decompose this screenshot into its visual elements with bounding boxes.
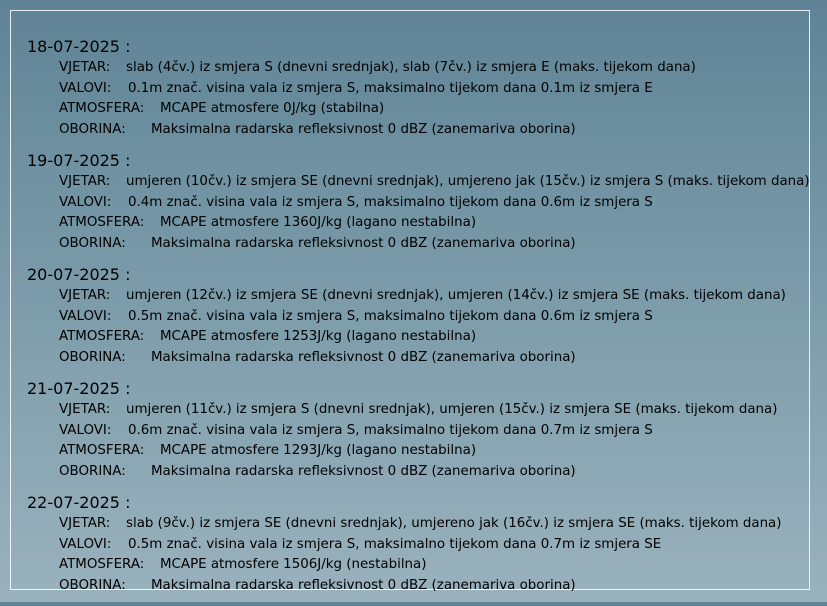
atmosphere-value: MCAPE atmosfere 0J/kg (stabilna) — [160, 101, 385, 116]
precipitation-row — [59, 462, 817, 483]
precipitation-row — [59, 576, 817, 597]
waves-value: 0.4m znač. visina vala iz smjera S, maksimalno tijekom dana 0.6m iz smjera S — [128, 194, 653, 210]
precipitation-value: Maksimalna radarska refleksivnost 0 dBZ (zanemariva oborina) — [151, 463, 576, 479]
forecast-date: 22-07-2025 : — [27, 493, 131, 512]
wind-label: VJETAR: — [59, 60, 111, 75]
wind-row — [59, 172, 817, 193]
precipitation-value: Maksimalna radarska refleksivnost 0 dBZ (zanemariva oborina) — [151, 349, 576, 365]
forecast-day — [27, 492, 817, 596]
wind-label: VJETAR: — [59, 516, 111, 531]
waves-value: 0.6m znač. visina vala iz smjera S, maksimalno tijekom dana 0.7m iz smjera S — [128, 422, 653, 438]
wind-label: VJETAR: — [59, 174, 111, 189]
atmosphere-value: MCAPE atmosfere 1506J/kg (nestabilna) — [160, 557, 427, 572]
atmosphere-label: ATMOSFERA: — [59, 443, 145, 458]
waves-row — [59, 193, 817, 214]
precipitation-label: OBORINA: — [59, 235, 126, 251]
forecast-day — [27, 378, 817, 482]
atmosphere-label: ATMOSFERA: — [59, 101, 145, 116]
atmosphere-value: MCAPE atmosfere 1253J/kg (lagano nestabilna) — [160, 329, 477, 344]
wind-label: VJETAR: — [59, 402, 111, 417]
atmosphere-row — [59, 327, 817, 348]
precipitation-label: OBORINA: — [59, 121, 126, 137]
forecast-date: 21-07-2025 : — [27, 379, 131, 398]
atmosphere-label: ATMOSFERA: — [59, 329, 145, 344]
precipitation-label: OBORINA: — [59, 577, 126, 593]
atmosphere-row — [59, 99, 817, 120]
precipitation-row — [59, 234, 817, 255]
waves-row — [59, 79, 817, 100]
precipitation-row — [59, 348, 817, 369]
atmosphere-value: MCAPE atmosfere 1360J/kg (lagano nestabilna) — [160, 215, 477, 230]
wind-label: VJETAR: — [59, 288, 111, 303]
waves-row — [59, 421, 817, 442]
precipitation-value: Maksimalna radarska refleksivnost 0 dBZ (zanemariva oborina) — [151, 121, 576, 137]
atmosphere-row — [59, 555, 817, 576]
forecast-day — [27, 264, 817, 368]
forecast-day — [27, 150, 817, 254]
wind-row — [59, 58, 817, 79]
atmosphere-label: ATMOSFERA: — [59, 215, 145, 230]
wind-value: umjeren (11čv.) iz smjera S (dnevni srednjak), umjeren (15čv.) iz smjera SE (maks. tijekom dana) — [126, 402, 778, 417]
wind-row — [59, 400, 817, 421]
waves-label: VALOVI: — [59, 422, 112, 438]
precipitation-label: OBORINA: — [59, 463, 126, 479]
wind-value: slab (9čv.) iz smjera SE (dnevni srednjak), umjereno jak (16čv.) iz smjera SE (maks. tijekom dana) — [126, 516, 782, 531]
forecast-date: 20-07-2025 : — [27, 265, 131, 284]
waves-label: VALOVI: — [59, 80, 112, 96]
wind-row — [59, 514, 817, 535]
atmosphere-row — [59, 441, 817, 462]
wind-value: umjeren (12čv.) iz smjera SE (dnevni srednjak), umjeren (14čv.) iz smjera SE (maks. tijekom dana) — [126, 288, 786, 303]
atmosphere-row — [59, 213, 817, 234]
waves-row — [59, 535, 817, 556]
forecast-day — [27, 36, 817, 140]
precipitation-value: Maksimalna radarska refleksivnost 0 dBZ (zanemariva oborina) — [151, 235, 576, 251]
waves-label: VALOVI: — [59, 194, 112, 210]
forecast-date: 18-07-2025 : — [27, 37, 131, 56]
precipitation-row — [59, 120, 817, 141]
forecast-list — [27, 36, 817, 606]
precipitation-label: OBORINA: — [59, 349, 126, 365]
wind-row — [59, 286, 817, 307]
waves-label: VALOVI: — [59, 308, 112, 324]
waves-value: 0.5m znač. visina vala iz smjera S, maksimalno tijekom dana 0.7m iz smjera SE — [128, 536, 662, 552]
waves-row — [59, 307, 817, 328]
atmosphere-value: MCAPE atmosfere 1293J/kg (lagano nestabilna) — [160, 443, 477, 458]
atmosphere-label: ATMOSFERA: — [59, 557, 145, 572]
precipitation-value: Maksimalna radarska refleksivnost 0 dBZ (zanemariva oborina) — [151, 577, 576, 593]
wind-value: umjeren (10čv.) iz smjera SE (dnevni srednjak), umjereno jak (15čv.) iz smjera S (maks. tijekom dana) — [126, 174, 810, 189]
waves-label: VALOVI: — [59, 536, 112, 552]
wind-value: slab (4čv.) iz smjera S (dnevni srednjak), slab (7čv.) iz smjera E (maks. tijekom dana) — [126, 60, 696, 75]
forecast-date: 19-07-2025 : — [27, 151, 131, 170]
waves-value: 0.5m znač. visina vala iz smjera S, maksimalno tijekom dana 0.6m iz smjera S — [128, 308, 653, 324]
waves-value: 0.1m znač. visina vala iz smjera S, maksimalno tijekom dana 0.1m iz smjera E — [128, 80, 653, 96]
